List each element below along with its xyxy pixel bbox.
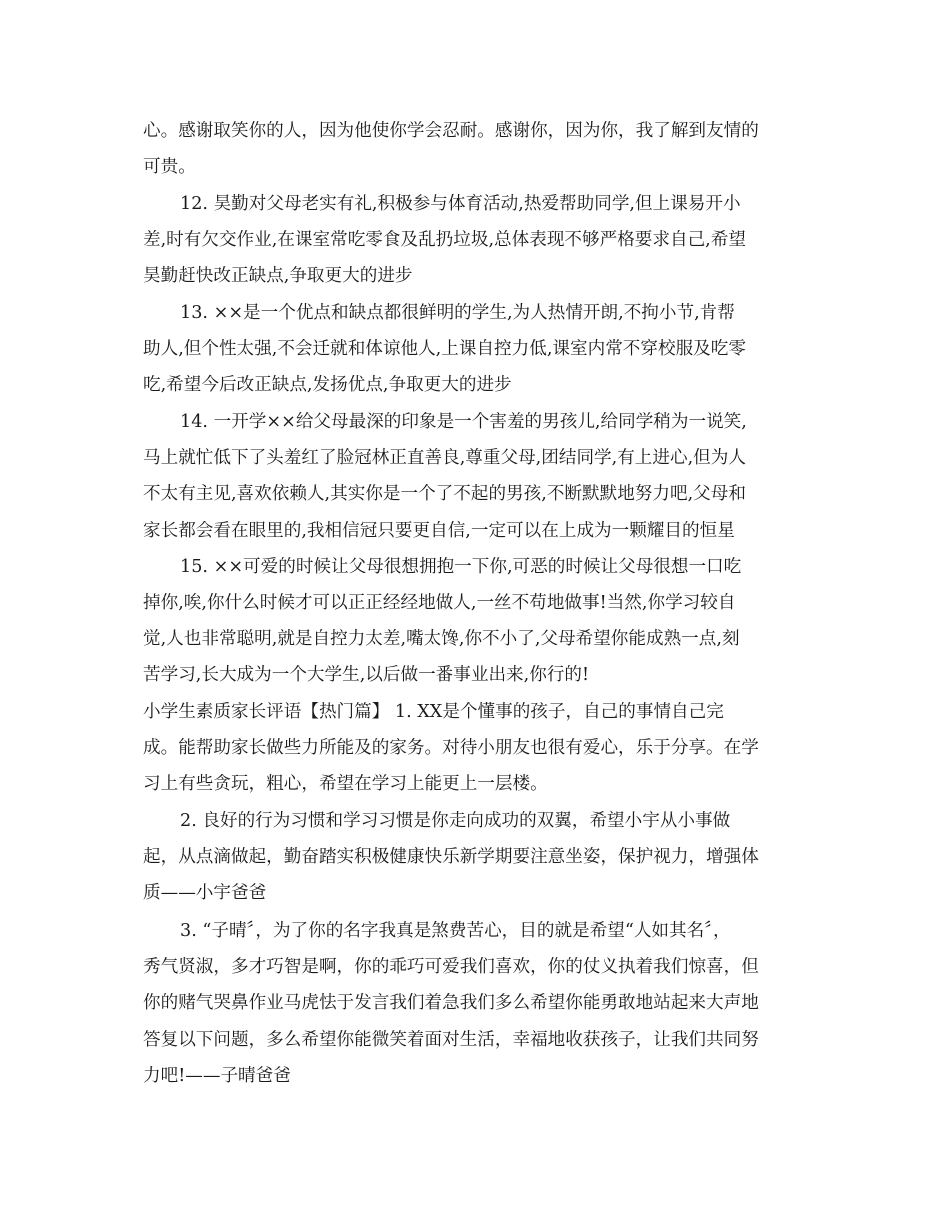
text-line: 答复以下问题，多么希望你能微笑着面对生活，幸福地收获孩子，让我们共同努 xyxy=(143,1030,759,1050)
text-line: 3. “子晴〞，为了你的名字我真是煞费苦心，目的就是希望“人如其名〞， xyxy=(180,921,731,941)
text-line: 不太有主见,喜欢依赖人,其实你是一个了不起的男孩,不断默默地努力吧,父母和 xyxy=(143,484,746,504)
text-line: 差,时有欠交作业,在课室常吃零食及乱扔垃圾,总体表现不够严格要求自己,希望 xyxy=(143,230,746,250)
section-heading-line: 小学生素质家长评语【热门篇】 1. XX是个懂事的孩子，自己的事情自己完 xyxy=(143,702,724,722)
text-line: 觉,人也非常聪明,就是自控力太差,嘴太馋,你不小了,父母希望你能成熟一点,刻 xyxy=(143,629,740,649)
text-line: 吃,希望今后改正缺点,发扬优点,争取更大的进步 xyxy=(143,375,512,395)
text-line: 马上就忙低下了头羞红了脸冠林正直善良,尊重父母,团结同学,有上进心,但为人 xyxy=(143,448,746,468)
text-line: 力吧!——子晴爸爸 xyxy=(143,1066,291,1086)
text-line: 助人,但个性太强,不会迁就和体谅他人,上课自控力低,课室内常不穿校服及吃零 xyxy=(143,339,746,359)
text-line: 昊勤赶快改正缺点,争取更大的进步 xyxy=(143,266,413,286)
text-line: 你的赌气哭鼻作业马虎怯于发言我们着急我们多么希望你能勇敢地站起来大声地 xyxy=(143,993,759,1013)
text-line: 掉你,唉,你什么时候才可以正正经经地做人,一丝不苟地做事!当然,你学习较自 xyxy=(143,593,736,613)
text-line: 14. 一开学××给父母最深的印象是一个害羞的男孩儿,给同学稍为一说笑, xyxy=(180,412,747,432)
text-line: 心。感谢取笑你的人，因为他使你学会忍耐。感谢你，因为你，我了解到友情的 xyxy=(143,121,759,141)
text-line: 2. 良好的行为习惯和学习习惯是你走向成功的双翼，希望小宇从小事做 xyxy=(180,811,731,831)
text-line: 13. ××是一个优点和缺点都很鲜明的学生,为人热情开朗,不拘小节,肯帮 xyxy=(180,303,735,323)
text-line: 起，从点滴做起，勤奋踏实积极健康快乐新学期要注意坐姿，保护视力，增强体 xyxy=(143,847,759,867)
text-line: 家长都会看在眼里的,我相信冠只要更自信,一定可以在上成为一颗耀目的恒星 xyxy=(143,521,735,541)
text-line: 苦学习,长大成为一个大学生,以后做一番事业出来,你行的! xyxy=(143,665,590,685)
text-line: 15. ××可爱的时候让父母很想拥抱一下你,可恶的时候让父母很想一口吃 xyxy=(180,557,742,577)
text-line: 12. 昊勤对父母老实有礼,积极参与体育活动,热爱帮助同学,但上课易开小 xyxy=(180,194,741,214)
text-line: 成。能帮助家长做些力所能及的家务。对待小朋友也很有爱心，乐于分享。在学 xyxy=(143,738,759,758)
text-line: 习上有些贪玩，粗心，希望在学习上能更上一层楼。 xyxy=(143,774,548,794)
text-line: 秀气贤淑，多才巧智是啊，你的乖巧可爱我们喜欢，你的仗义执着我们惊喜，但 xyxy=(143,957,759,977)
text-line: 可贵。 xyxy=(143,157,196,177)
text-line: 质——小宇爸爸 xyxy=(143,883,267,903)
